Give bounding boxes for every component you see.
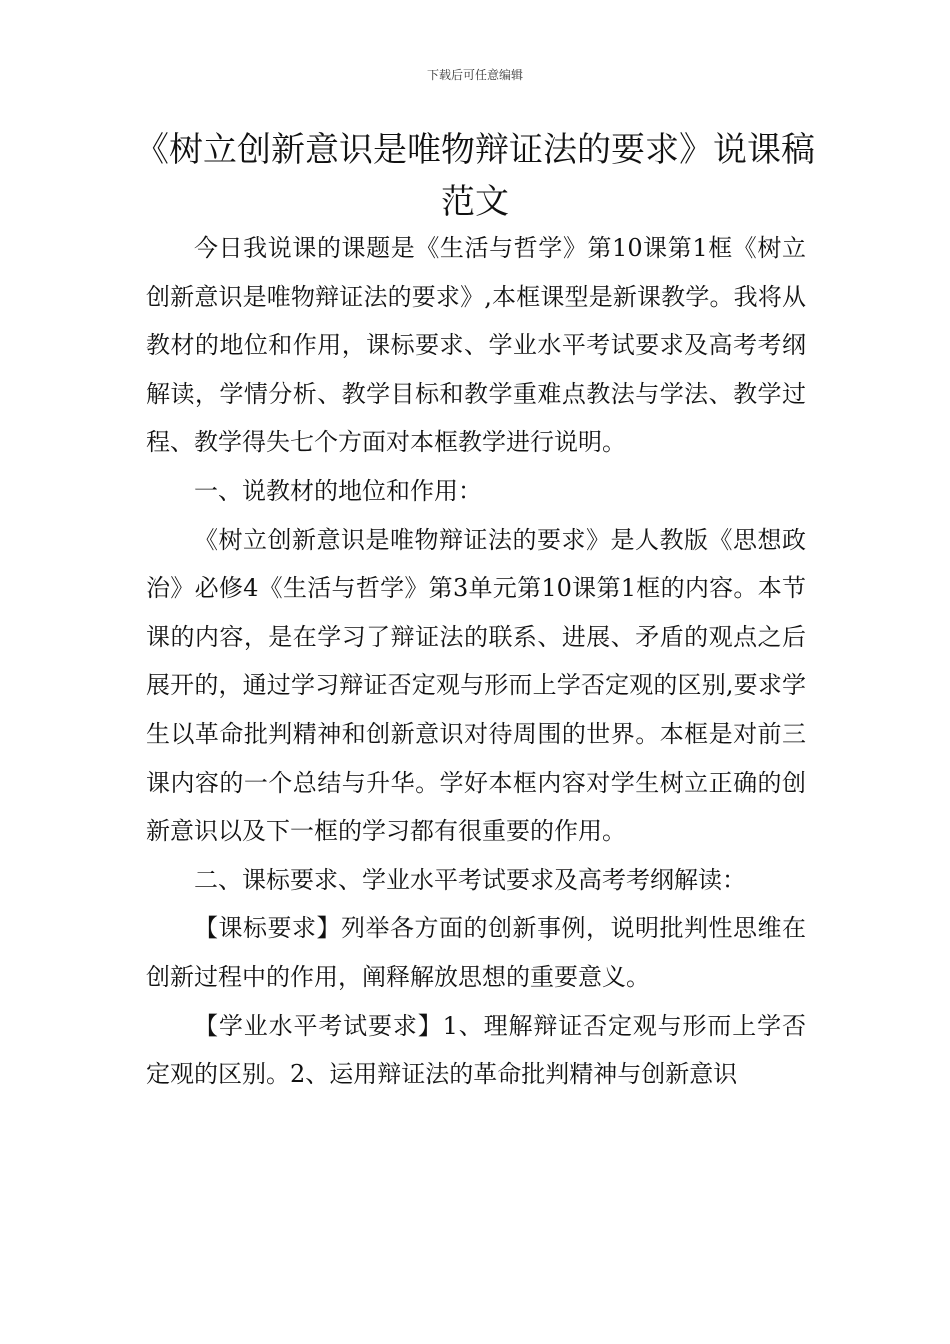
document-title: 《树立创新意识是唯物辩证法的要求》说课稿范文 (135, 130, 815, 222)
section-heading-1: 一、说教材的地位和作用： (194, 476, 482, 505)
section-heading-2: 二、课标要求、学业水平考试要求及高考考纲解读： (194, 865, 746, 894)
paragraph-textbook-role: 《树立创新意识是唯物辩证法的要求》是人教版《思想政治》必修4《生活与哲学》第3单元第10课第1框的内容。本节课的内容，是在学习了辩证法的联系、进展、矛盾的观点之后展开的，通过学习辩证否定观与形而上学否定观的区别,要求学生以革命批判精神和创新意识对待周围的世界。本框是对前三课内容的一个总结与升华。学好本框内容对学生树立正确的创新意识以及下一框的学习都有很重要的作用。 (146, 525, 806, 846)
paragraph-exam-requirement: 【学业水平考试要求】1、理解辩证否定观与形而上学否定观的区别。2、运用辩证法的革命批判精神与创新意识 (146, 1011, 806, 1089)
paragraph-curriculum-requirement: 【课标要求】列举各方面的创新事例，说明批判性思维在创新过程中的作用，阐释解放思想的重要意义。 (146, 914, 806, 991)
header-note: 下载后可任意编辑 (426, 68, 523, 82)
document-body (146, 224, 806, 1099)
paragraph-intro: 今日我说课的课题是《生活与哲学》第10课第1框《树立创新意识是唯物辩证法的要求》,本框课型是新课教学。我将从教材的地位和作用，课标要求、学业水平考试要求及高考考纲解读，学情分析、教学目标和教学重难点教法与学法、教学过程、教学得失七个方面对本框教学进行说明。 (146, 234, 806, 457)
